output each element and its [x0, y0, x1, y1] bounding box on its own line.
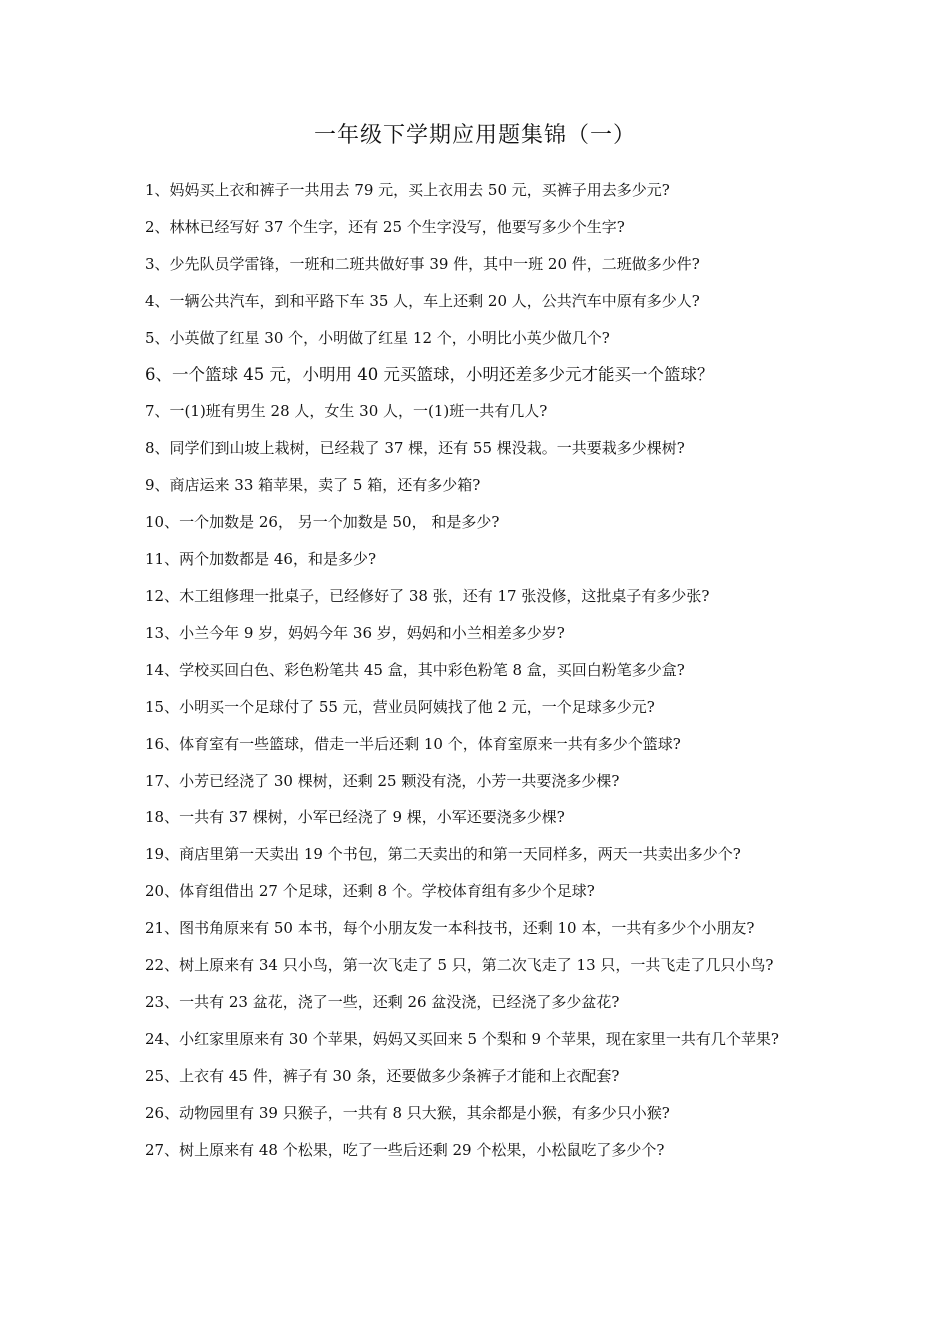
question-item: 12、木工组修理一批桌子，已经修好了 38 张，还有 17 张没修，这批桌子有多少张? — [145, 586, 710, 605]
question-item: 14、学校买回白色、彩色粉笔共 45 盒，其中彩色粉笔 8 盒，买回白粉笔多少盒? — [145, 660, 685, 679]
question-item: 20、体育组借出 27 个足球，还剩 8 个。学校体育组有多少个足球? — [145, 882, 595, 901]
question-item: 22、树上原来有 34 只小鸟，第一次飞走了 5 只，第二次飞走了 13 只，一共飞走了几只小鸟? — [145, 956, 774, 975]
question-item: 25、上衣有 45 件，裤子有 30 条，还要做多少条裤子才能和上衣配套? — [145, 1066, 620, 1085]
question-item: 9、商店运来 33 箱苹果，卖了 5 箱，还有多少箱? — [145, 476, 481, 495]
question-item: 6、一个篮球 45 元，小明用 40 元买篮球，小明还差多少元才能买一个篮球？ — [145, 364, 714, 384]
question-item: 23、一共有 23 盆花，浇了一些，还剩 26 盆没浇，已经浇了多少盆花? — [145, 992, 620, 1011]
question-item: 15、小明买一个足球付了 55 元，营业员阿姨找了他 2 元，一个足球多少元? — [145, 697, 655, 716]
question-item: 10、一个加数是 26， 另一个加数是 50， 和是多少? — [145, 513, 500, 532]
question-item: 18、一共有 37 棵树，小军已经浇了 9 棵，小军还要浇多少棵? — [145, 808, 565, 827]
question-list — [145, 172, 817, 1168]
question-item: 3、少先队员学雷锋，一班和二班共做好事 39 件，其中一班 20 件，二班做多少件? — [145, 254, 700, 273]
question-item: 1、妈妈买上衣和裤子一共用去 79 元，买上衣用去 50 元，买裤子用去多少元? — [145, 181, 670, 199]
question-item: 21、图书角原来有 50 本书，每个小朋友发一本科技书，还剩 10 本，一共有多少个小朋友? — [145, 919, 755, 938]
question-item: 5、小英做了红星 30 个，小明做了红星 12 个，小明比小英少做几个? — [145, 328, 610, 347]
question-item: 27、树上原来有 48 个松果，吃了一些后还剩 29 个松果，小松鼠吃了多少个? — [145, 1140, 665, 1159]
page-title: 一年级下学期应用题集锦（一） — [313, 123, 636, 148]
question-item: 26、动物园里有 39 只猴子，一共有 8 只大猴，其余都是小猴，有多少只小猴? — [145, 1103, 670, 1122]
question-item: 19、商店里第一天卖出 19 个书包，第二天卖出的和第一天同样多，两天一共卖出多少个? — [145, 845, 741, 864]
question-item: 16、体育室有一些篮球，借走一半后还剩 10 个，体育室原来一共有多少个篮球? — [145, 734, 681, 753]
question-item: 4、一辆公共汽车，到和平路下车 35 人，车上还剩 20 人，公共汽车中原有多少人? — [145, 291, 700, 310]
question-item: 17、小芳已经浇了 30 棵树，还剩 25 颗没有浇，小芳一共要浇多少棵? — [145, 771, 620, 790]
question-item: 8、同学们到山坡上栽树，已经栽了 37 棵，还有 55 棵没栽。一共要栽多少棵树? — [145, 439, 685, 458]
question-item: 7、一(1)班有男生 28 人，女生 30 人，一(1)班一共有几人? — [145, 402, 548, 421]
question-item: 24、小红家里原来有 30 个苹果，妈妈又买回来 5 个梨和 9 个苹果，现在家里一共有几个苹果? — [145, 1029, 779, 1048]
question-item: 13、小兰今年 9 岁，妈妈今年 36 岁，妈妈和小兰相差多少岁? — [145, 623, 565, 642]
question-item: 11、两个加数都是 46，和是多少? — [145, 550, 376, 569]
question-item: 2、林林已经写好 37 个生字，还有 25 个生字没写，他要写多少个生字? — [145, 217, 625, 236]
